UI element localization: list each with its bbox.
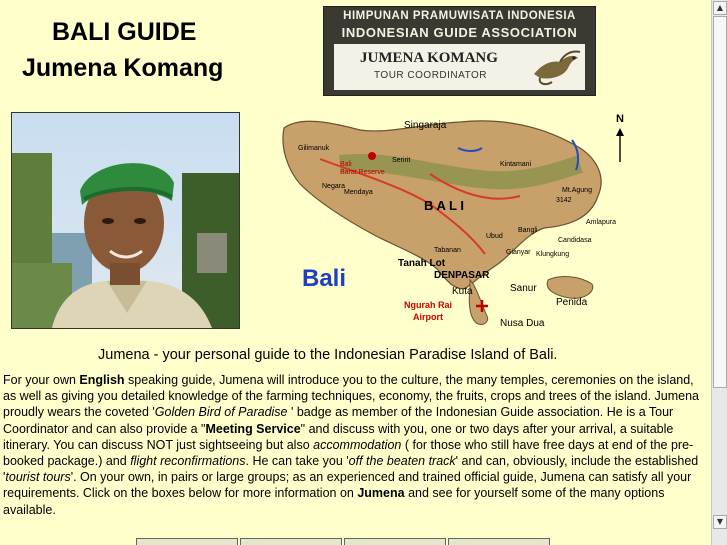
map-label-negara: Negara	[322, 183, 345, 190]
description-paragraph	[3, 372, 705, 518]
option-box-1[interactable]	[136, 538, 238, 545]
map-label-elevation: 3142	[556, 197, 572, 204]
map-label-bali-center: B A L I	[424, 198, 464, 213]
caption-text: Jumena - your personal guide to the Indonesian Paradise Island of Bali.	[98, 347, 558, 363]
body-italic-off-track: off the beaten track	[348, 454, 456, 469]
body-bold-english: English	[79, 373, 125, 387]
north-indicator: N	[616, 113, 624, 125]
scroll-up-arrow-icon[interactable]: ▲	[713, 1, 727, 15]
map-label-kintamani: Kintamani	[500, 161, 532, 168]
option-box-4[interactable]	[448, 538, 550, 545]
body-text: " and discuss with you, one or two days after your arrival, a suitable itinerary. You can discuss NOT just sightseeing but also	[3, 421, 674, 452]
map-label-airport-name: Ngurah Rai	[404, 300, 453, 310]
association-guide-name: JUMENA KOMANG	[360, 50, 498, 66]
body-bold-jumena: Jumena	[357, 486, 405, 501]
body-italic-tourist-tours: tourist tours	[5, 470, 71, 485]
option-box-3[interactable]	[344, 538, 446, 545]
map-label-ubud: Ubud	[486, 233, 503, 240]
guide-portrait-photo	[11, 112, 240, 329]
body-text: ' badge as member of the Indonesian Guide association. He is a Tour Coordinator and can also provide a "	[3, 405, 674, 436]
map-label-denpasar: DENPASAR	[434, 270, 490, 281]
guide-name-heading: Jumena Komang	[22, 54, 224, 82]
body-italic-accommodation: accommodation	[313, 437, 402, 452]
map-label-tanah-lot: Tanah Lot	[398, 258, 446, 269]
map-label-mendaya: Mendaya	[344, 189, 373, 196]
bird-of-paradise-logo-icon	[530, 46, 582, 88]
map-label-bali-barat-2: Barat Reserve	[340, 169, 385, 176]
map-label-tabanan: Tabanan	[434, 247, 461, 254]
map-label-gianyar: Gianyar	[506, 249, 531, 256]
body-text: . He can take you '	[245, 454, 349, 469]
body-italic-badge: Golden Bird of Paradise	[154, 405, 288, 420]
map-label-candidasa: Candidasa	[558, 237, 592, 244]
map-label-gilimanuk: Gilimanuk	[298, 145, 330, 152]
body-bold-meeting-service: Meeting Service	[205, 421, 301, 436]
scroll-down-arrow-icon[interactable]: ▼	[713, 515, 727, 529]
map-label-klungkung: Klungkung	[536, 251, 570, 258]
scrollbar-thumb[interactable]	[713, 16, 727, 388]
map-label-singaraja: Singaraja	[404, 120, 447, 131]
body-text: For your own	[3, 373, 80, 387]
map-label-bali-barat-1: Bali	[340, 161, 352, 168]
association-card	[334, 44, 585, 90]
map-title-bali: Bali	[302, 265, 347, 292]
page-title: BALI GUIDE	[52, 18, 197, 46]
map-label-nusa-dua: Nusa Dua	[500, 318, 545, 329]
body-text: and see for yourself some of the many options available.	[3, 486, 665, 517]
body-text: ' and can, obviously, include the established '	[3, 454, 699, 485]
association-name-en: INDONESIAN GUIDE ASSOCIATION	[341, 25, 578, 40]
association-name-id: HIMPUNAN PRAMUWISATA INDONESIA	[343, 10, 576, 22]
body-text: speaking guide, Jumena will introduce you to the culture, the many temples, ceremonies on the island, as well as giving you detailed knowledge of the farming techniques, economy, the fruits, crops and trees of the island. Jumena proudly wears the coveted '	[3, 373, 699, 420]
body-italic-flights: flight reconfirmations	[130, 454, 246, 469]
option-box-2[interactable]	[240, 538, 342, 545]
association-guide-role: TOUR COORDINATOR	[374, 70, 488, 81]
body-text: '. On your own, in pairs or large groups; as an experienced and trained official guide, Jumena can satisfy all your requirements. Click on the boxes below for more information on	[3, 470, 692, 501]
bali-map	[280, 104, 635, 336]
option-boxes-row	[136, 538, 552, 545]
map-label-seririt: Seririt	[392, 157, 411, 164]
map-label-kuta: Kuta	[452, 286, 473, 297]
map-label-penida: Penida	[556, 297, 588, 308]
map-label-sanur: Sanur	[510, 283, 537, 294]
body-text: ( for those who still have free days at end of the pre-booked package.) and	[3, 437, 694, 469]
map-label-airport: Airport	[413, 312, 443, 322]
vertical-scrollbar[interactable]	[711, 0, 727, 545]
association-badge	[323, 6, 596, 96]
map-label-amlapura: Amlapura	[586, 219, 616, 226]
map-label-agung: Mt.Agung	[562, 187, 592, 194]
map-label-bangli: Bangli	[518, 227, 538, 234]
